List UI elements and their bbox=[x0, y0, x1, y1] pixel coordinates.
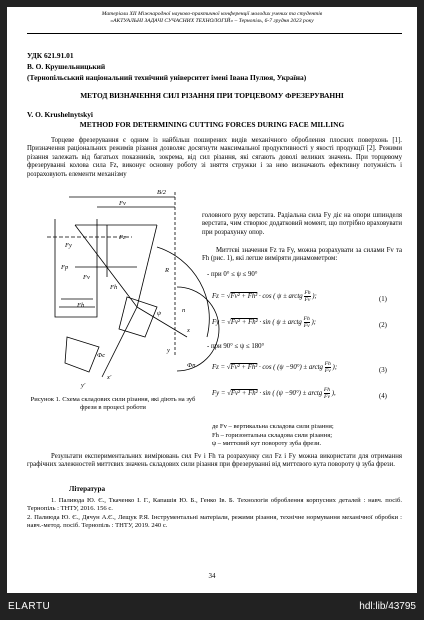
footer-handle: hdl:lib/43795 bbox=[359, 601, 416, 612]
paragraph-radial-force: головного руху верстата. Радіальна сила Fy діє на опори шпинделя верстата, чим створює додатковий момент, що потрібно враховувати при розрахунку опор. bbox=[202, 212, 402, 236]
equation-2: Fy = √Fv² + Fh² · sin ( ψ ± arctg $\frac{Fh}{Fv}$ ); bbox=[212, 316, 316, 329]
equation-4: Fy = √Fv² + Fh² · sin ( (ψ −90°) ± arctg $\frac{Fh}{Fv}$ ), bbox=[212, 387, 336, 400]
eq2-den: Fv bbox=[303, 323, 310, 329]
condition-1: - при 0° ≤ ψ ≤ 90° bbox=[207, 271, 258, 278]
legend bbox=[212, 423, 334, 449]
udc-code: УДК 621.91.01 bbox=[27, 51, 74, 60]
label-phi-p: Фп bbox=[187, 362, 196, 369]
eq4-lhs: Fy bbox=[212, 390, 220, 398]
eq3-body: · cos bbox=[259, 364, 272, 372]
label-fy: Fy bbox=[65, 242, 72, 249]
eq4-arg: (ψ −90°) ± arctg bbox=[276, 390, 323, 398]
eq2-num: Fh bbox=[303, 316, 310, 322]
page-number: 34 bbox=[208, 572, 216, 580]
eq4-num: Fh bbox=[323, 387, 331, 393]
eq2-lhs: Fy bbox=[212, 319, 220, 327]
reference-1: 1. Палиюда Ю. Є., Ткаченко І. Г., Капашія Ю. Б., Генко Ів. Б. Технологія оброблення корпусних деталей : навч. посіб. Тернопіль : ТНТУ, 2016. 156 с. bbox=[27, 497, 402, 513]
title-en: METHOD FOR DETERMINING CUTTING FORCES DURING FACE MILLING bbox=[79, 120, 345, 129]
literature-heading: Література bbox=[69, 485, 106, 493]
label-fv-top: Fv bbox=[119, 200, 126, 207]
eq2-arg: ψ ± arctg bbox=[276, 319, 302, 327]
legend-fh: Fh – горизонтальна складова сили різання; bbox=[212, 431, 333, 439]
paragraph-intro: Торцеве фрезерування є одним із найбільш поширених видів механічного оброблення плоских поверхонь [1]. Призначення раціональних режимів різання дозволяє досягнути максимальної продуктивності у якості продукції [2]. Режими різання залежать від багатьох показників, зокрема, від сил різання, які сягають доволі великих значень. При торцевому фрезеруванні колова сила Fz, виконує основну роботу зі зняття стружки і за нею визначають ефективну потужність і розраховують елементи механізму bbox=[27, 137, 402, 178]
eq3-arg: (ψ −90°) ± arctg bbox=[277, 364, 323, 372]
equation-1: Fz = √Fv² + Fh² · cos ( ψ ± arctg $\frac{Fh}{Fv}$ ); bbox=[212, 290, 317, 303]
eq1-lhs: Fz bbox=[212, 293, 219, 301]
label-psi: ψ bbox=[157, 310, 162, 317]
label-fh-low: Fh bbox=[77, 302, 85, 309]
figure-caption: Рисунок 1. Схема складових сили різання, які діють на зуб фрези в процесі роботи bbox=[30, 396, 196, 412]
label-fp: Fp bbox=[61, 264, 69, 271]
label-y-prime: y' bbox=[81, 382, 86, 389]
eq3-num: Fh bbox=[324, 361, 331, 367]
eq4-sqrt: Fv² + Fh² bbox=[230, 390, 258, 398]
author-en: V. O. Krushelnytskyi bbox=[27, 110, 93, 119]
header-line-1: Матеріали ХІІ Міжнародної науково-практичної конференції молодих учених та студентів bbox=[101, 11, 323, 17]
label-b2: B/2 bbox=[157, 189, 167, 196]
eq3-den: Fv bbox=[324, 368, 331, 374]
eq1-num: Fh bbox=[304, 290, 311, 296]
document-page bbox=[7, 7, 417, 593]
legend-psi: ψ – миттєвий кут повороту зуба фрези. bbox=[212, 440, 322, 448]
title-uk: МЕТОД ВИЗНАЧЕННЯ СИЛ РІЗАННЯ ПРИ ТОРЦЕВОМУ ФРЕЗЕРУВАННІ bbox=[80, 91, 344, 100]
paragraph-results: Результати експериментальних вимірювань сил Fv i Fh та розрахунку сил Fz i Fy можна використати для отримання графічних залежностей миттєвих значень складових сили різання при фрезеруванні від миттєвого кута повороту ψ зуба фрези. bbox=[27, 453, 402, 469]
eq1-body: · cos bbox=[259, 293, 272, 301]
eq3-lhs: Fz bbox=[212, 364, 219, 372]
footer-repository-name: ELARTU bbox=[8, 601, 51, 612]
condition-2: - при 90° ≤ ψ ≤ 180° bbox=[207, 343, 265, 350]
force-diagram-figure bbox=[7, 7, 417, 397]
header-line-2: «АКТУАЛЬНІ ЗАДАЧІ СУЧАСНИХ ТЕХНОЛОГІЙ» – Тернопіль, 6-7 грудня 2023 року bbox=[110, 17, 314, 24]
eq3-sqrt: Fv² + Fh² bbox=[230, 364, 258, 372]
equation-1-number: (1) bbox=[379, 296, 387, 303]
paragraph-instant-values: Миттєві значення Fz та Fy, можна розрахувати за силами Fv та Fh (рис. 1), які легше виміряти динамометром: bbox=[202, 247, 402, 263]
label-x-prime: x' bbox=[107, 374, 112, 381]
eq2-body: · sin bbox=[259, 319, 271, 327]
label-n: n bbox=[182, 307, 186, 314]
label-fh: Fh bbox=[110, 284, 118, 291]
reference-2: 2. Палиюда Ю. Є., Дячун А.Є., Лещук Р.Я. Інструментальні матеріали, режими різання, технічне нормування механічної обробки : навч.-метод. посіб. Тернопіль : ТНТУ, 2019. 240 с. bbox=[27, 514, 402, 530]
label-phi-c: Фc bbox=[97, 352, 106, 359]
equation-4-number: (4) bbox=[379, 393, 387, 400]
eq1-arg: ψ ± arctg bbox=[277, 293, 303, 301]
eq4-body: · sin bbox=[259, 390, 271, 398]
legend-fv: де Fv – вертикальна складова сили різання; bbox=[212, 423, 334, 430]
label-y: y bbox=[167, 347, 170, 354]
label-fv-low: Fv bbox=[83, 274, 90, 281]
eq2-sqrt: Fv² + Fh² bbox=[230, 319, 258, 327]
label-x: x bbox=[187, 327, 190, 334]
eq1-sqrt: Fv² + Fh² bbox=[230, 293, 258, 301]
eq1-den: Fv bbox=[304, 297, 311, 303]
affiliation: (Тернопільський національний технічний університет імені Івана Пулюя, Україна) bbox=[27, 73, 307, 82]
label-fz: Fz bbox=[119, 234, 126, 241]
label-r: R bbox=[165, 267, 169, 274]
author-uk: В. О. Крушельницький bbox=[27, 62, 106, 71]
equation-3: Fz = √Fv² + Fh² · cos ( (ψ −90°) ± arctg $\frac{Fh}{Fv}$ ); bbox=[212, 361, 338, 374]
equation-3-number: (3) bbox=[379, 367, 387, 374]
eq4-den: Fv bbox=[324, 394, 330, 400]
equation-2-number: (2) bbox=[379, 322, 387, 329]
